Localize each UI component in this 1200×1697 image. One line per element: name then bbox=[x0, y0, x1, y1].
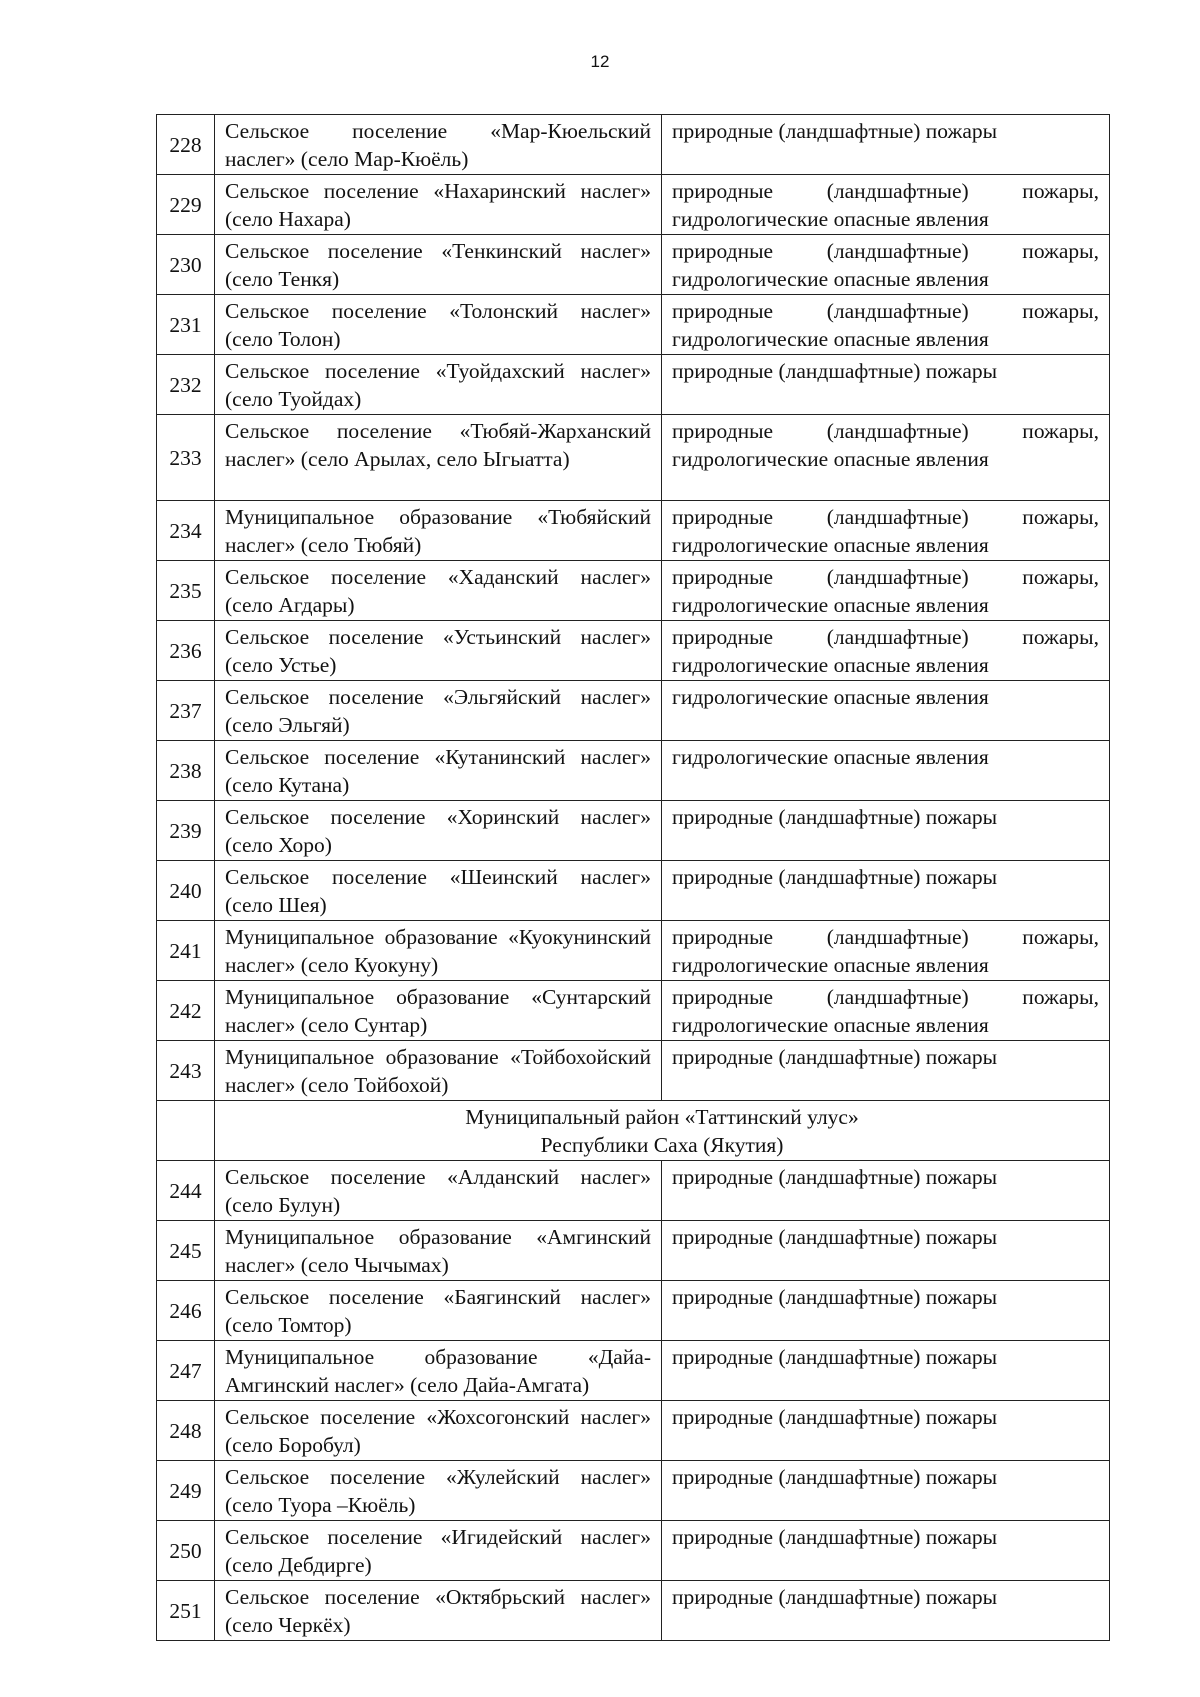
hazard-types: природные (ландшафтные) пожары bbox=[662, 1461, 1110, 1521]
municipality-name: Сельское поселение «Устьинский наслег» (село Устье) bbox=[215, 621, 662, 681]
hazard-types: природные (ландшафтные) пожары bbox=[662, 1041, 1110, 1101]
municipality-name: Сельское поселение «Жулейский наслег» (село Туора –Кюёль) bbox=[215, 1461, 662, 1521]
row-number: 228 bbox=[157, 115, 215, 175]
hazard-types: природные (ландшафтные) пожары, гидрологические опасные явления bbox=[662, 921, 1110, 981]
table-row bbox=[157, 1281, 1110, 1341]
section-header-row bbox=[157, 1101, 1110, 1161]
hazard-types: природные (ландшафтные) пожары bbox=[662, 1221, 1110, 1281]
hazard-types: природные (ландшафтные) пожары, гидрологические опасные явления bbox=[662, 295, 1110, 355]
table-row bbox=[157, 355, 1110, 415]
table-row bbox=[157, 115, 1110, 175]
municipality-name: Сельское поселение «Тенкинский наслег» (село Тенкя) bbox=[215, 235, 662, 295]
hazard-types: природные (ландшафтные) пожары bbox=[662, 1521, 1110, 1581]
municipality-name: Сельское поселение «Жохсогонский наслег» (село Боробул) bbox=[215, 1401, 662, 1461]
hazard-types: природные (ландшафтные) пожары bbox=[662, 1341, 1110, 1401]
row-number: 248 bbox=[157, 1401, 215, 1461]
row-number: 230 bbox=[157, 235, 215, 295]
municipality-name: Сельское поселение «Эльгяйский наслег» (село Эльгяй) bbox=[215, 681, 662, 741]
table-row bbox=[157, 861, 1110, 921]
district-name: Муниципальный район «Таттинский улус» bbox=[465, 1105, 859, 1129]
hazard-types: гидрологические опасные явления bbox=[662, 741, 1110, 801]
row-number: 233 bbox=[157, 415, 215, 501]
municipality-name: Сельское поселение «Октябрьский наслег» (село Черкёх) bbox=[215, 1581, 662, 1641]
row-number-empty bbox=[157, 1101, 215, 1161]
municipality-name: Сельское поселение «Нахаринский наслег» (село Нахара) bbox=[215, 175, 662, 235]
municipality-name: Сельское поселение «Баягинский наслег» (село Томтор) bbox=[215, 1281, 662, 1341]
table-row bbox=[157, 1341, 1110, 1401]
municipality-name: Муниципальное образование «Куокунинский наслег» (село Куокуну) bbox=[215, 921, 662, 981]
row-number: 240 bbox=[157, 861, 215, 921]
table-row bbox=[157, 1521, 1110, 1581]
row-number: 250 bbox=[157, 1521, 215, 1581]
hazard-types: природные (ландшафтные) пожары, гидрологические опасные явления bbox=[662, 981, 1110, 1041]
municipality-risk-table bbox=[156, 114, 1110, 1641]
hazard-types: природные (ландшафтные) пожары bbox=[662, 355, 1110, 415]
row-number: 229 bbox=[157, 175, 215, 235]
row-number: 244 bbox=[157, 1161, 215, 1221]
municipality-name: Сельское поселение «Кутанинский наслег» (село Кутана) bbox=[215, 741, 662, 801]
municipality-name: Сельское поселение «Мар-Кюельский наслег» (село Мар-Кюёль) bbox=[215, 115, 662, 175]
table-row bbox=[157, 1221, 1110, 1281]
row-number: 243 bbox=[157, 1041, 215, 1101]
table-row bbox=[157, 1461, 1110, 1521]
municipality-name: Сельское поселение «Алданский наслег» (село Булун) bbox=[215, 1161, 662, 1221]
table-row bbox=[157, 501, 1110, 561]
table-row bbox=[157, 1041, 1110, 1101]
page-number: 12 bbox=[590, 52, 610, 71]
row-number: 241 bbox=[157, 921, 215, 981]
row-number: 247 bbox=[157, 1341, 215, 1401]
table-row bbox=[157, 741, 1110, 801]
district-section-header bbox=[215, 1101, 1110, 1161]
table-row bbox=[157, 921, 1110, 981]
municipality-name: Сельское поселение «Тюбяй-Жарханский наслег» (село Арылах, село Ыгыатта) bbox=[215, 415, 662, 501]
row-number: 245 bbox=[157, 1221, 215, 1281]
table-row bbox=[157, 235, 1110, 295]
row-number: 239 bbox=[157, 801, 215, 861]
table-row bbox=[157, 1581, 1110, 1641]
municipality-name: Сельское поселение «Шеинский наслег» (село Шея) bbox=[215, 861, 662, 921]
table-row bbox=[157, 1161, 1110, 1221]
row-number: 232 bbox=[157, 355, 215, 415]
row-number: 238 bbox=[157, 741, 215, 801]
row-number: 237 bbox=[157, 681, 215, 741]
municipality-name: Сельское поселение «Хаданский наслег» (село Агдары) bbox=[215, 561, 662, 621]
hazard-types: природные (ландшафтные) пожары, гидрологические опасные явления bbox=[662, 621, 1110, 681]
hazard-types: природные (ландшафтные) пожары, гидрологические опасные явления bbox=[662, 175, 1110, 235]
table-row bbox=[157, 415, 1110, 501]
municipality-name: Муниципальное образование «Тойбохойский наслег» (село Тойбохой) bbox=[215, 1041, 662, 1101]
row-number: 249 bbox=[157, 1461, 215, 1521]
table-row bbox=[157, 681, 1110, 741]
municipality-name: Муниципальное образование «Амгинский наслег» (село Чычымах) bbox=[215, 1221, 662, 1281]
hazard-types: природные (ландшафтные) пожары bbox=[662, 1281, 1110, 1341]
municipality-name: Сельское поселение «Туойдахский наслег» (село Туойдах) bbox=[215, 355, 662, 415]
republic-name: Республики Саха (Якутия) bbox=[540, 1133, 784, 1157]
hazard-types: природные (ландшафтные) пожары, гидрологические опасные явления bbox=[662, 235, 1110, 295]
municipality-name: Муниципальное образование «Сунтарский наслег» (село Сунтар) bbox=[215, 981, 662, 1041]
municipality-name: Муниципальное образование «Тюбяйский наслег» (село Тюбяй) bbox=[215, 501, 662, 561]
row-number: 234 bbox=[157, 501, 215, 561]
municipality-name: Муниципальное образование «Дайа-Амгинский наслег» (село Дайа-Амгата) bbox=[215, 1341, 662, 1401]
hazard-types: гидрологические опасные явления bbox=[662, 681, 1110, 741]
hazard-types: природные (ландшафтные) пожары bbox=[662, 1581, 1110, 1641]
table-row bbox=[157, 295, 1110, 355]
row-number: 251 bbox=[157, 1581, 215, 1641]
row-number: 242 bbox=[157, 981, 215, 1041]
row-number: 235 bbox=[157, 561, 215, 621]
hazard-types: природные (ландшафтные) пожары, гидрологические опасные явления bbox=[662, 501, 1110, 561]
municipality-name: Сельское поселение «Толонский наслег» (село Толон) bbox=[215, 295, 662, 355]
table-row bbox=[157, 801, 1110, 861]
hazard-types: природные (ландшафтные) пожары bbox=[662, 1161, 1110, 1221]
hazard-types: природные (ландшафтные) пожары, гидрологические опасные явления bbox=[662, 561, 1110, 621]
municipality-name: Сельское поселение «Хоринский наслег» (село Хоро) bbox=[215, 801, 662, 861]
hazard-types: природные (ландшафтные) пожары bbox=[662, 1401, 1110, 1461]
table-row bbox=[157, 1401, 1110, 1461]
hazard-types: природные (ландшафтные) пожары bbox=[662, 115, 1110, 175]
table-row bbox=[157, 561, 1110, 621]
row-number: 246 bbox=[157, 1281, 215, 1341]
row-number: 231 bbox=[157, 295, 215, 355]
municipality-name: Сельское поселение «Игидейский наслег» (село Дебдирге) bbox=[215, 1521, 662, 1581]
table-row bbox=[157, 981, 1110, 1041]
table-row bbox=[157, 175, 1110, 235]
hazard-types: природные (ландшафтные) пожары, гидрологические опасные явления bbox=[662, 415, 1110, 501]
hazard-types: природные (ландшафтные) пожары bbox=[662, 861, 1110, 921]
table-row bbox=[157, 621, 1110, 681]
hazard-types: природные (ландшафтные) пожары bbox=[662, 801, 1110, 861]
row-number: 236 bbox=[157, 621, 215, 681]
